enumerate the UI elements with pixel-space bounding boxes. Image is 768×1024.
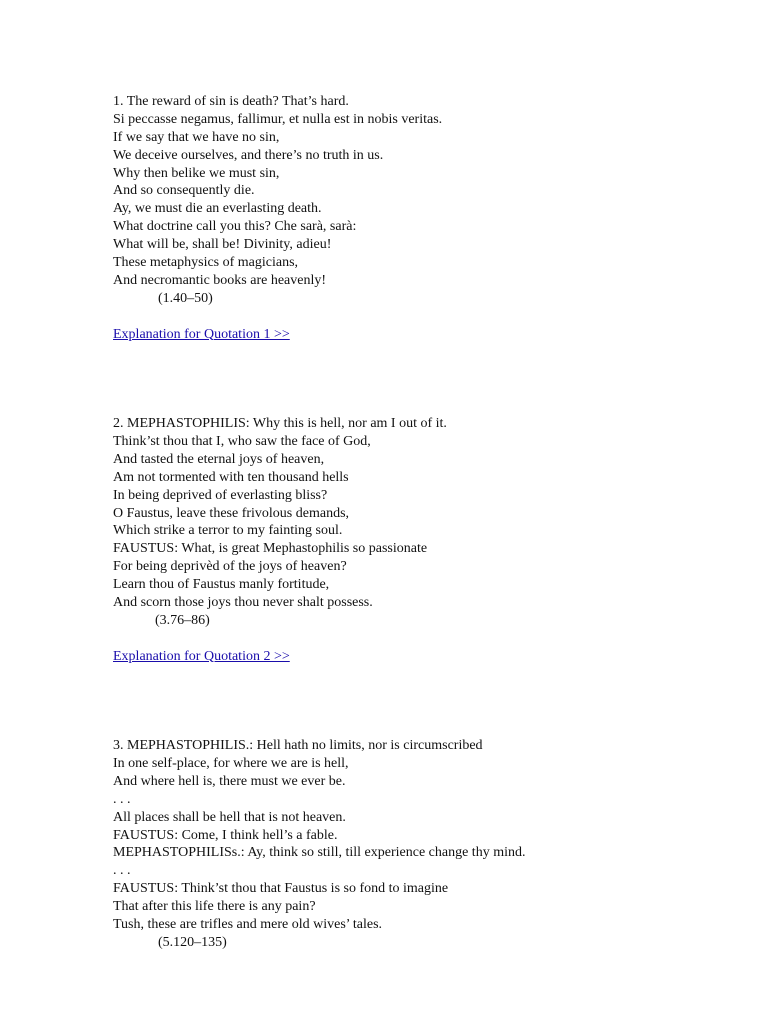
quote-citation: (1.40–50) [158, 290, 213, 306]
quote-line: And scorn those joys thou never shalt possess. [113, 594, 373, 610]
quote-line: That after this life there is any pain? [113, 899, 316, 915]
document-body [113, 93, 753, 952]
quote-line: FAUSTUS: What, is great Mephastophilis so passionate [113, 541, 428, 557]
quote-line: 2. MEPHASTOPHILIS: Why this is hell, nor am I out of it. [113, 416, 447, 432]
quote-line: In being deprived of everlasting bliss? [113, 487, 328, 503]
quote-line: 1. The reward of sin is death? That’s hard. [113, 94, 349, 109]
quote-line: And so consequently die. [113, 183, 255, 199]
quote-line: Tush, these are trifles and mere old wives’ tales. [113, 917, 383, 932]
spacer [113, 308, 753, 326]
quote-line: Learn thou of Faustus manly fortitude, [113, 577, 330, 593]
quote-line: What doctrine call you this? Che sarà, sarà: [113, 219, 357, 235]
quote-line: O Faustus, leave these frivolous demands, [113, 505, 350, 521]
quote-line: And necromantic books are heavenly! [113, 272, 327, 288]
quote-line: Think’st thou that I, who saw the face of God, [113, 433, 371, 449]
quote-line: FAUSTUS: Come, I think hell’s a fable. [113, 827, 338, 843]
spacer [113, 630, 753, 648]
explanation-link-2[interactable]: Explanation for Quotation 2 >> [113, 648, 290, 664]
quote-line: Si peccasse negamus, fallimur, et nulla est in nobis veritas. [113, 111, 443, 127]
quote-line: For being deprivèd of the joys of heaven? [113, 559, 347, 575]
quote-line: We deceive ourselves, and there’s no truth in us. [113, 147, 384, 163]
quote-line: If we say that we have no sin, [113, 129, 280, 145]
spacer [113, 719, 753, 737]
quotation-2 [113, 415, 753, 665]
quotation-1 [113, 93, 753, 343]
quote-line: These metaphysics of magicians, [113, 255, 299, 271]
explanation-link-1[interactable]: Explanation for Quotation 1 >> [113, 326, 290, 342]
spacer [113, 397, 753, 415]
section-gap [113, 666, 753, 720]
quote-line: All places shall be hell that is not heaven. [113, 809, 346, 825]
quotation-3 [113, 737, 753, 952]
quote-line: . . . [113, 791, 131, 807]
quote-line: What will be, shall be! Divinity, adieu! [113, 237, 332, 253]
quote-line: In one self-place, for where we are is hell, [113, 755, 349, 771]
quote-line: 3. MEPHASTOPHILIS.: Hell hath no limits, nor is circumscribed [113, 738, 483, 754]
quote-line: And where hell is, there must we ever be. [113, 773, 346, 789]
quote-line: Which strike a terror to my fainting soul. [113, 523, 343, 539]
section-gap [113, 343, 753, 397]
quote-line: . . . [113, 863, 131, 879]
quote-line: Ay, we must die an everlasting death. [113, 201, 322, 217]
quote-line: FAUSTUS: Think’st thou that Faustus is so fond to imagine [113, 881, 449, 897]
quote-line: Am not tormented with ten thousand hells [113, 469, 349, 485]
quote-line: Why then belike we must sin, [113, 165, 280, 181]
quote-line: And tasted the eternal joys of heaven, [113, 451, 325, 467]
quote-citation: (5.120–135) [158, 934, 227, 950]
quote-citation: (3.76–86) [155, 612, 210, 628]
quote-line: MEPHASTOPHILISs.: Ay, think so still, till experience change thy mind. [113, 845, 526, 861]
